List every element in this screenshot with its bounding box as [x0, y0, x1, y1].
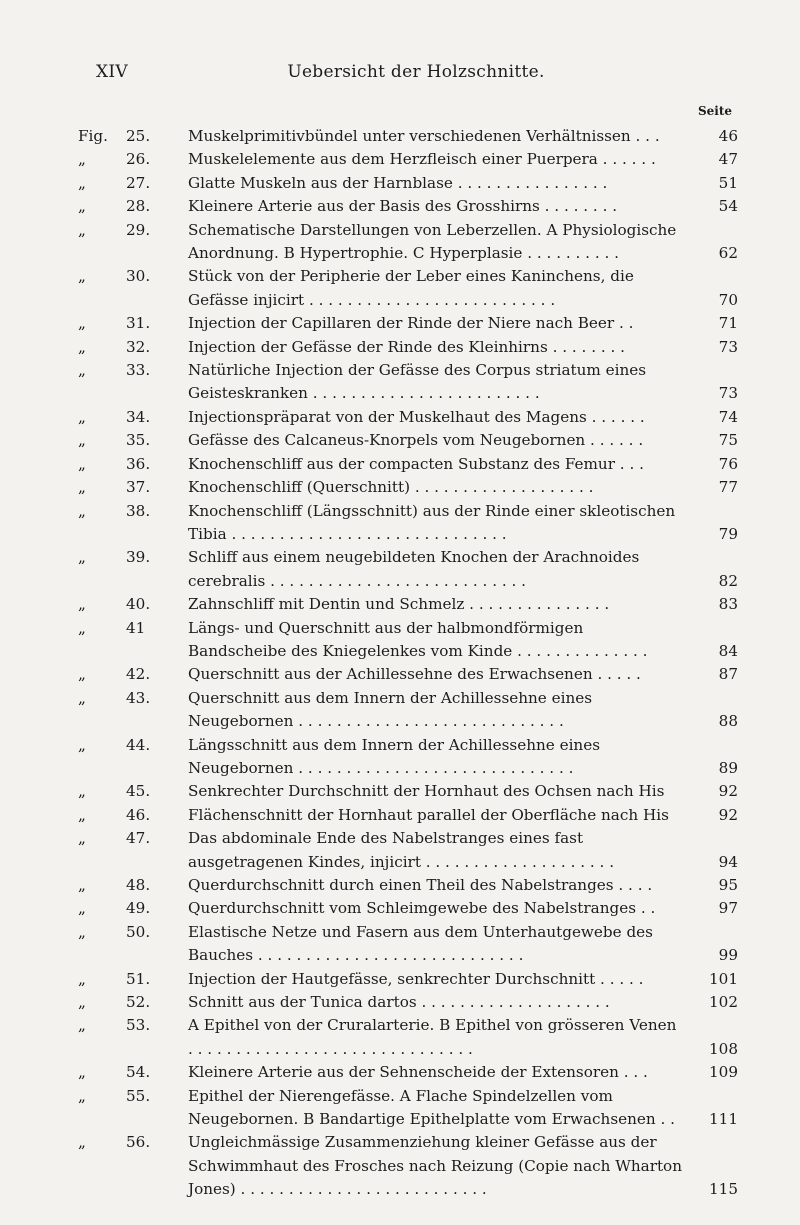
figure-number: 35. — [126, 431, 151, 450]
figure-page-number: 92 — [718, 805, 738, 824]
figure-prefix: „ — [78, 407, 86, 426]
figure-caption: Das abdominale Ende des Nabelstranges eines fast ausgetragenen Kindes, injicirt . . . . . . . . . . . . . . . . . . . . — [188, 829, 615, 871]
figure-number: 54. — [126, 1063, 151, 1082]
figure-prefix: „ — [78, 1086, 86, 1105]
figure-caption: Längs- und Querschnitt aus der halbmondförmigen Bandscheibe des Kniegelenkes vom Kinde . . . . . . . . . . . . . . — [188, 618, 648, 660]
figure-entry — [78, 874, 738, 897]
figure-entry — [78, 897, 738, 920]
figure-prefix: „ — [78, 314, 86, 333]
figure-caption: Kleinere Arterie aus der Basis des Grosshirns . . . . . . . . — [188, 197, 618, 216]
figure-entry — [78, 1131, 738, 1201]
figure-prefix: „ — [78, 688, 86, 707]
figure-caption: Querschnitt aus dem Innern der Achillessehne eines Neugebornen . . . . . . . . . . . . . . . . . . . . . . . . . . . . — [188, 688, 593, 731]
figure-page-number: 76 — [718, 454, 738, 473]
figure-caption: Querdurchschnitt vom Schleimgewebe des Nabelstranges . . — [188, 899, 656, 918]
figure-page-number: 71 — [718, 314, 738, 333]
figure-entry — [78, 195, 738, 218]
figure-page-number: 97 — [718, 899, 738, 918]
figure-number: 44. — [126, 735, 151, 754]
figure-caption: Glatte Muskeln aus der Harnblase . . . . . . . . . . . . . . . . — [188, 173, 608, 192]
figure-prefix: „ — [78, 899, 86, 918]
figure-number: 40. — [126, 595, 151, 614]
figure-entry — [78, 500, 738, 547]
figure-number: 25. — [126, 127, 151, 145]
figure-entry — [78, 336, 738, 359]
figure-page-number: 51 — [718, 173, 738, 192]
figure-entry — [78, 734, 738, 781]
figure-caption: Injectionspräparat von der Muskelhaut des Magens . . . . . . — [188, 407, 645, 426]
figure-page-number: 89 — [718, 758, 738, 777]
figure-caption: Querdurchschnitt durch einen Theil des Nabelstranges . . . . — [188, 876, 653, 894]
figure-number: 55. — [126, 1086, 151, 1105]
figure-list — [78, 125, 738, 1202]
figure-entry — [78, 148, 738, 171]
figure-caption: Zahnschliff mit Dentin und Schmelz . . . . . . . . . . . . . . . — [188, 595, 610, 614]
figure-caption: Muskelelemente aus dem Herzfleisch einer Puerpera . . . . . . — [188, 150, 656, 169]
figure-number: 43. — [126, 688, 151, 707]
figure-caption: Knochenschliff (Querschnitt) . . . . . . . . . . . . . . . . . . . — [188, 478, 594, 497]
figure-prefix: „ — [78, 922, 86, 941]
figure-page-number: 95 — [718, 876, 738, 894]
figure-number: 41 — [126, 618, 146, 637]
figure-prefix: „ — [78, 548, 86, 567]
figure-prefix: „ — [78, 735, 86, 754]
figure-caption: Längsschnitt aus dem Innern der Achillessehne eines Neugebornen . . . . . . . . . . . . . . . . . . . . . . . . . . . . . — [188, 735, 600, 777]
figure-caption: Injection der Gefässe der Rinde des Kleinhirns . . . . . . . . — [188, 337, 625, 356]
figure-page-number: 92 — [718, 782, 738, 801]
figure-prefix: „ — [78, 1063, 86, 1082]
figure-caption: Injection der Hautgefässe, senkrechter Durchschnitt . . . . . — [188, 969, 644, 988]
figure-caption: Ungleichmässige Zusammenziehung kleiner Gefässe aus der Schwimmhaut des Frosches nach Reizung (Copie nach Wharton Jones) . . . . . . . . . . . . . . . . . . . . . . . . . . — [188, 1133, 682, 1199]
figure-entry — [78, 687, 738, 734]
figure-page-number: 70 — [718, 290, 738, 309]
figure-entry — [78, 663, 738, 686]
page-title: Uebersicht der Holzschnitte. — [287, 62, 545, 82]
figure-prefix: „ — [78, 829, 86, 848]
figure-number: 45. — [126, 782, 151, 801]
figure-number: 32. — [126, 337, 151, 356]
figure-page-number: 75 — [718, 431, 738, 450]
figure-caption: Schliff aus einem neugebildeten Knochen der Arachnoides cerebralis . . . . . . . . . . . . . . . . . . . . . . . . . . . — [188, 548, 640, 590]
figure-caption: Knochenschliff aus der compacten Substanz des Femur . . . — [188, 454, 644, 473]
figure-page-number: 83 — [718, 595, 738, 614]
figure-entry — [78, 359, 738, 406]
figure-prefix: „ — [78, 969, 86, 988]
figure-number: 33. — [126, 361, 151, 380]
figure-entry — [78, 219, 738, 266]
figure-entry — [78, 1085, 738, 1132]
figure-page-number: 102 — [709, 993, 738, 1012]
figure-entry — [78, 827, 738, 874]
page-number: XIV — [96, 62, 128, 82]
figure-caption: Epithel der Nierengefässe. A Flache Spindelzellen vom Neugebornen. B Bandartige Epithelplatte vom Erwachsenen . . — [188, 1086, 675, 1129]
figure-number: 49. — [126, 899, 151, 918]
figure-page-number: 74 — [718, 407, 738, 426]
figure-number: 42. — [126, 665, 151, 684]
figure-prefix: „ — [78, 173, 86, 192]
figure-caption: Schematische Darstellungen von Leberzellen. A Physiologische Anordnung. B Hypertrophie. C Hyperplasie . . . . . . . . . . — [188, 220, 677, 263]
figure-number: 38. — [126, 501, 151, 520]
figure-entry — [78, 780, 738, 803]
figure-page-number: 108 — [709, 1039, 738, 1058]
figure-prefix: „ — [78, 876, 86, 894]
figure-entry — [78, 125, 738, 148]
figure-caption: Gefässe des Calcaneus-Knorpels vom Neugebornen . . . . . . — [188, 431, 644, 450]
figure-number: 29. — [126, 220, 151, 239]
figure-entry — [78, 1061, 738, 1084]
figure-entry — [78, 991, 738, 1014]
figure-page-number: 94 — [718, 852, 738, 871]
figure-entry — [78, 1014, 738, 1061]
figure-page-number: 54 — [718, 197, 738, 216]
figure-prefix: „ — [78, 337, 86, 356]
figure-page-number: 109 — [709, 1063, 738, 1082]
figure-prefix: „ — [78, 1016, 86, 1035]
figure-caption: A Epithel von der Cruralarterie. B Epithel von grösseren Venen . . . . . . . . . . . . . . . . . . . . . . . . . . . . . . — [188, 1016, 677, 1058]
figure-number: 51. — [126, 969, 151, 988]
figure-prefix: „ — [78, 267, 86, 286]
figure-caption: Querschnitt aus der Achillessehne des Erwachsenen . . . . . — [188, 665, 641, 684]
figure-number: 34. — [126, 407, 151, 426]
figure-entry — [78, 476, 738, 499]
figure-caption: Muskelprimitivbündel unter verschiedenen Verhältnissen . . . — [188, 127, 660, 145]
figure-entry — [78, 617, 738, 664]
figure-prefix: „ — [78, 478, 86, 497]
figure-prefix: „ — [78, 197, 86, 216]
figure-prefix: „ — [78, 454, 86, 473]
figure-caption: Flächenschnitt der Hornhaut parallel der Oberfläche nach His — [188, 805, 669, 824]
figure-caption: Natürliche Injection der Gefässe des Corpus striatum eines Geisteskranken . . . . . . . . . . . . . . . . . . . . . . . . — [188, 361, 647, 403]
figure-page-number: 79 — [718, 524, 738, 543]
figure-page-number: 73 — [718, 337, 738, 356]
figure-page-number: 47 — [718, 150, 738, 169]
seite-column-label: Seite — [697, 104, 732, 118]
figure-prefix: Fig. — [78, 127, 108, 145]
figure-prefix: „ — [78, 993, 86, 1012]
figure-page-number: 73 — [718, 384, 738, 403]
figure-caption: Knochenschliff (Längsschnitt) aus der Rinde einer skleotischen Tibia . . . . . . . . . . . . . . . . . . . . . . . . . . . . . — [188, 501, 676, 543]
figure-number: 39. — [126, 548, 151, 567]
figure-number: 30. — [126, 267, 151, 286]
figure-page-number: 99 — [718, 946, 738, 965]
figure-number: 36. — [126, 454, 151, 473]
figure-number: 48. — [126, 876, 151, 894]
figure-page-number: 101 — [709, 969, 738, 988]
figure-entry — [78, 172, 738, 195]
figure-caption: Senkrechter Durchschnitt der Hornhaut des Ochsen nach His — [188, 782, 665, 801]
figure-number: 26. — [126, 150, 151, 169]
figure-entry — [78, 546, 738, 593]
figure-caption: Elastische Netze und Fasern aus dem Unterhautgewebe des Bauches . . . . . . . . . . . . . . . . . . . . . . . . . . . . — [188, 922, 653, 965]
figure-page-number: 82 — [718, 571, 738, 590]
figure-page-number: 88 — [718, 712, 738, 731]
figure-page-number: 46 — [718, 127, 738, 145]
figure-entry — [78, 921, 738, 968]
figure-prefix: „ — [78, 665, 86, 684]
figure-prefix: „ — [78, 618, 86, 637]
figure-page-number: 87 — [718, 665, 738, 684]
figure-entry — [78, 406, 738, 429]
figure-page-number: 77 — [718, 478, 738, 497]
figure-number: 27. — [126, 173, 151, 192]
figure-caption: Stück von der Peripherie der Leber eines Kaninchens, die Gefässe injicirt . . . . . . . . . . . . . . . . . . . . . . . . . . — [188, 267, 634, 309]
figure-prefix: „ — [78, 805, 86, 824]
figure-caption: Schnitt aus der Tunica dartos . . . . . . . . . . . . . . . . . . . . — [188, 993, 610, 1012]
figure-number: 47. — [126, 829, 151, 848]
figure-prefix: „ — [78, 782, 86, 801]
figure-number: 46. — [126, 805, 151, 824]
figure-prefix: „ — [78, 150, 86, 169]
figure-entry — [78, 804, 738, 827]
figure-prefix: „ — [78, 431, 86, 450]
figure-page-number: 84 — [718, 641, 738, 660]
figure-prefix: „ — [78, 220, 86, 239]
figure-entry — [78, 453, 738, 476]
figure-page-number: 115 — [709, 1180, 738, 1199]
figure-entry — [78, 312, 738, 335]
figure-caption: Kleinere Arterie aus der Sehnenscheide der Extensoren . . . — [188, 1063, 648, 1082]
figure-number: 37. — [126, 478, 151, 497]
figure-number: 28. — [126, 197, 151, 216]
figure-entry — [78, 265, 738, 312]
figure-number: 50. — [126, 922, 151, 941]
figure-number: 56. — [126, 1133, 151, 1152]
figure-prefix: „ — [78, 595, 86, 614]
figure-entry — [78, 968, 738, 991]
figure-prefix: „ — [78, 361, 86, 380]
figure-caption: Injection der Capillaren der Rinde der Niere nach Beer . . — [188, 314, 634, 333]
figure-number: 31. — [126, 314, 151, 333]
figure-prefix: „ — [78, 501, 86, 520]
figure-prefix: „ — [78, 1133, 86, 1152]
figure-page-number: 111 — [709, 1110, 738, 1129]
figure-entry — [78, 429, 738, 452]
figure-page-number: 62 — [718, 244, 738, 263]
figure-entry — [78, 593, 738, 616]
figure-number: 53. — [126, 1016, 151, 1035]
figure-number: 52. — [126, 993, 151, 1012]
